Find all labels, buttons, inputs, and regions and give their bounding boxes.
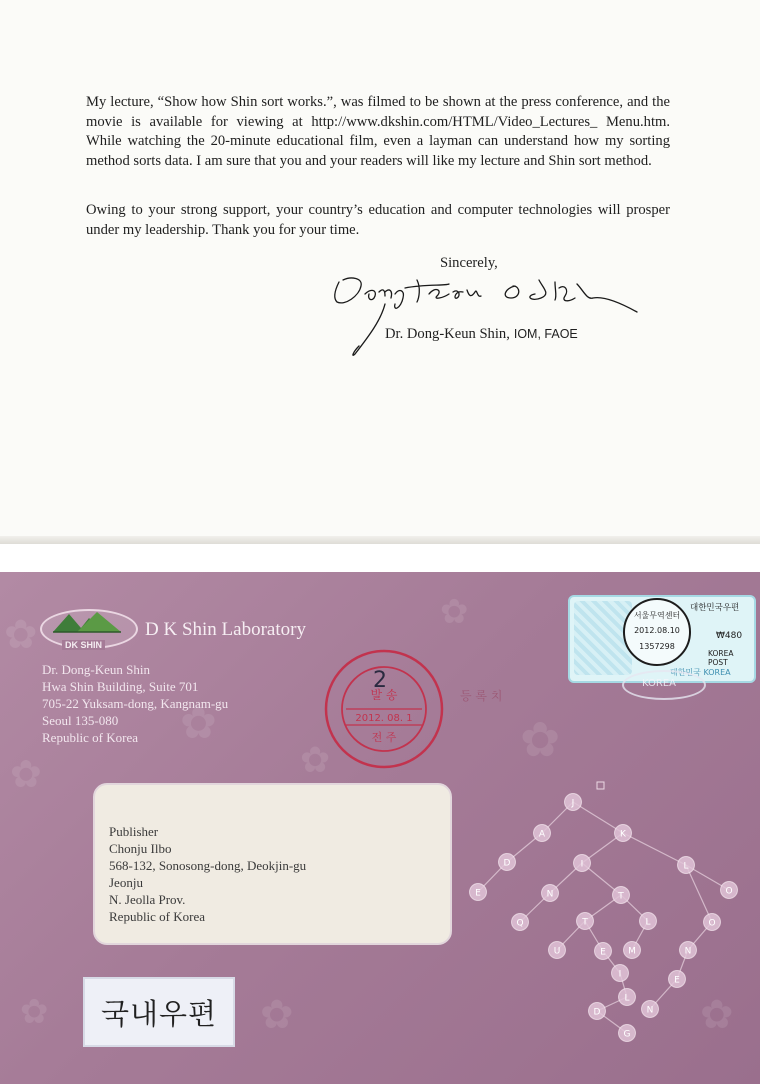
tree-node-label: J [571,798,575,809]
tree-edge [686,865,712,922]
tree-node-label: L [645,917,651,928]
recipient-line: Publisher [109,824,159,839]
sender-address [42,661,228,746]
tree-edge [623,833,686,865]
flower-pattern-icon: ✿ [10,752,42,796]
recipient-line: Chonju Ilbo [109,841,172,856]
postage-bottom-label: 대한민국 KOREA [670,668,731,677]
domestic-mail-label: 국내우편 [83,977,235,1047]
flower-pattern-icon: ✿ [700,992,734,1038]
logo-text: DK SHIN [62,640,105,650]
recipient-line: Jeonju [109,875,143,890]
tree-node-label: I [618,969,622,980]
signer-name: Dr. Dong-Keun Shin, [385,326,510,342]
tree-node-label: Q [516,918,524,929]
recipient-line: N. Jeolla Prov. [109,892,186,907]
letter-paragraph-support: Owing to your strong support, your country’s education and computer technologies will prosper under my leadership. Thank you for your time. [86,202,670,238]
tree-node-label: T [618,891,624,902]
red-postal-stamp [322,647,446,771]
postmark-date: 2012.08.10 [634,626,680,635]
postage-korea-post: KOREA POST [708,649,734,667]
tree-node-label: T [582,917,588,928]
recipient-line: 568-132, Sonosong-dong, Deokjin-gu [109,858,307,873]
sender-line: Republic of Korea [42,730,139,745]
tree-node-label: N [546,889,554,900]
sender-line: Hwa Shin Building, Suite 701 [42,679,199,694]
faint-registered-stamp: 등 록 치 [460,689,503,703]
flower-pattern-icon: ✿ [300,740,331,781]
recipient-address [109,823,306,925]
envelope [0,572,760,1084]
flower-pattern-icon: ✿ [20,992,49,1032]
tree-node-label: O [708,918,716,929]
korea-mark-text: KOREA [642,678,676,689]
korea-postmark-oval [622,670,706,700]
postmark-circle [623,598,691,666]
stamp-bottom-text: 전 주 [371,731,397,744]
stamp-date: 2012. 08. 1 [355,713,413,724]
stamp-top-text: 발 송 [370,688,398,702]
tree-node-label: A [538,829,546,840]
flower-pattern-icon: ✿ [260,992,294,1038]
letter-paragraph-lecture: My lecture, “Show how Shin sort works.”, was filmed to be shown at the press conference, and the movie is available for viewing at http://www.dkshin.com/HTML/Video_Lectures_ Menu.htm. While watching the 20-minute educational film, even a layman can understand how my sorting method sorts data. I am sure that you and your readers will like my lecture and Shin sort method. [86,94,670,169]
postmark-number: 1357298 [639,642,675,651]
postage-value: ₩480 [716,631,743,641]
tree-node-label: I [580,859,584,870]
tree-node-label: U [553,946,561,957]
flower-pattern-icon: ✿ [180,698,217,749]
tree-root-marker [597,782,604,789]
sender-line: Seoul 135-080 [42,713,119,728]
tree-node-label: E [600,947,606,958]
tree-node-label: D [593,1007,601,1018]
tree-node-label: N [646,1005,654,1016]
stamp-number: 2 [373,668,387,693]
sort-tree-graphic [460,777,760,1057]
recipient-line: Republic of Korea [109,909,206,924]
tree-node-label: K [620,829,626,840]
tree-node-label: E [475,888,481,899]
signer-name-line [385,326,578,343]
page-gap [0,544,760,572]
lab-name: D K Shin Laboratory [145,619,306,640]
flower-pattern-icon: ✿ [440,592,469,632]
letter-closing: Sincerely, [440,255,498,271]
tree-node-label: M [628,946,636,957]
tree-node-label: L [624,993,630,1004]
tree-node-label: O [725,886,733,897]
postmark-office: 서울무역센터 [633,611,681,620]
tree-node-label: L [683,861,689,872]
tree-node-label: G [623,1029,631,1040]
mountain-logo-icon [47,610,127,636]
signer-postnominals: IOM, FAOE [513,327,578,341]
tree-node-label: N [684,946,692,957]
tree-node-label: D [503,858,511,869]
sender-line: 705-22 Yuksam-dong, Kangnam-gu [42,696,229,711]
sender-line: Dr. Dong-Keun Shin [42,662,150,677]
flower-pattern-icon: ✿ [520,712,561,768]
letter-fold-edge [0,536,760,544]
handwritten-signature [325,268,655,360]
flower-pattern-icon: ✿ [4,612,38,658]
tree-node-label: E [674,975,680,986]
postage-country-kr: 대한민국우편 [690,603,740,613]
